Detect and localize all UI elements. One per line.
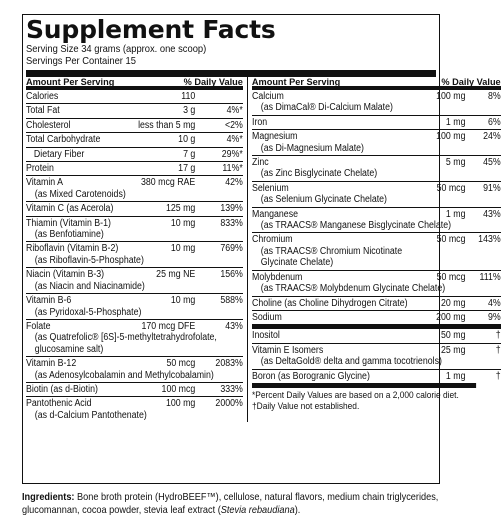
nutrient-row (26, 90, 243, 103)
nutrient-main-line (26, 243, 243, 254)
nutrient-main-line (26, 269, 243, 280)
nutrient-daily-value: 4%* (226, 105, 243, 117)
nutrient-name: Inositol (251, 330, 280, 342)
nutrient-main-line (26, 384, 243, 395)
nutrient-source: (as Di-Magnesium Malate) (260, 142, 364, 154)
nutrient-main-line (26, 358, 243, 369)
nutrient-main-line (26, 105, 243, 116)
nutrient-daily-value: 9% (487, 311, 501, 323)
nutrient-row (252, 90, 501, 115)
nutrient-row (26, 382, 243, 396)
footnote-daily-value: *Percent Daily Values are based on a 2,000 calorie diet. (251, 389, 459, 400)
nutrient-row (26, 356, 243, 382)
nutrient-source: (as d-Calcium Pantothenate) (34, 409, 147, 421)
nutrient-amount: 1 mg (445, 370, 466, 382)
nutrient-daily-value: 6% (487, 116, 501, 128)
nutrient-name: Iron (251, 116, 268, 128)
nutrient-daily-value: 588% (220, 295, 243, 307)
nutrient-main-line (252, 117, 501, 128)
nutrient-main-line (252, 272, 501, 283)
daily-value-heading: % Daily Value (183, 76, 243, 87)
left-column (26, 77, 248, 422)
nutrient-amount: 380 mcg RAE (141, 177, 196, 189)
nutrient-daily-value (202, 91, 242, 102)
ingredients-text-2: glucomannan, cocoa powder, stevia leaf extract ( (22, 505, 221, 516)
nutrient-row (26, 396, 243, 422)
nutrient-daily-value: 143% (478, 234, 501, 246)
nutrient-amount: 1 mg (445, 208, 466, 220)
nutrient-amount: 10 g (178, 134, 196, 146)
nutrient-name: Cholesterol (26, 119, 71, 131)
nutrient-daily-value: 45% (482, 157, 501, 169)
nutrient-row (252, 324, 501, 342)
nutrient-row (26, 147, 243, 161)
nutrient-main-line (26, 177, 243, 188)
nutrient-main-line (26, 218, 243, 229)
nutrient-row (26, 241, 243, 267)
nutrient-daily-value: 769% (220, 243, 243, 255)
nutrient-name: Vitamin E Isomers (251, 344, 324, 356)
nutrient-source: Glycinate Chelate) (260, 257, 334, 269)
nutrient-amount: 10 mg (170, 295, 196, 307)
nutrient-name: Selenium (251, 182, 289, 194)
nutrient-amount: 50 mcg (436, 271, 466, 283)
amount-per-serving-heading: Amount Per Serving (251, 76, 341, 87)
nutrient-source: (as Quatrefolic® [6S]-5-methyltetrahydrofolate, (34, 332, 217, 344)
nutrient-main-line (252, 298, 501, 309)
nutrient-name: Vitamin B-6 (26, 295, 72, 307)
nutrient-name: Total Fat (26, 105, 60, 117)
nutrient-daily-value: 43% (482, 208, 501, 220)
nutrient-source: (as Mixed Carotenoids) (34, 188, 126, 200)
nutrient-main-line (26, 321, 243, 332)
nutrient-amount: 10 mg (170, 243, 196, 255)
ingredients-text-1: Bone broth protein (HydroBEEF™), cellulose, natural flavors, medium chain triglycerides, (74, 492, 439, 503)
right-nutrient-list (252, 90, 501, 383)
supplement-facts-panel (22, 14, 501, 484)
nutrient-row (26, 175, 243, 201)
nutrient-name: Thiamin (Vitamin B-1) (26, 217, 111, 229)
nutrient-main-line (26, 295, 243, 306)
nutrient-amount: 25 mg (440, 344, 466, 356)
nutrient-source: (as Zinc Bisglycinate Chelate) (260, 168, 378, 180)
nutrient-columns (26, 76, 501, 422)
nutrient-row (26, 267, 243, 293)
nutrient-daily-value: 333% (220, 383, 243, 395)
nutrient-source: (as Niacin and Niacinamide) (34, 280, 145, 292)
nutrient-name: Niacin (Vitamin B-3) (26, 269, 105, 281)
nutrient-name: Dietary Fiber (33, 148, 85, 160)
nutrient-main-line (252, 371, 501, 382)
nutrient-name: Riboflavin (Vitamin B-2) (26, 243, 119, 255)
nutrient-daily-value: 833% (220, 217, 243, 229)
nutrient-main-line (252, 330, 501, 341)
nutrient-source: (as Riboflavin-5-Phosphate) (34, 254, 144, 266)
nutrient-main-line (252, 157, 501, 168)
column-header (26, 77, 243, 90)
nutrient-name: Chromium (251, 234, 293, 246)
nutrient-name: Magnesium (251, 131, 298, 143)
nutrient-daily-value: 2083% (215, 358, 243, 370)
nutrient-amount: 100 mcg (161, 383, 196, 395)
nutrient-amount: 10 mg (170, 217, 196, 229)
nutrient-amount: 7 g (183, 148, 196, 160)
nutrient-row (26, 132, 243, 146)
daily-value-heading: % Daily Value (441, 76, 501, 87)
nutrient-source: glucosamine salt) (34, 343, 104, 355)
nutrient-row (26, 216, 243, 242)
nutrient-amount: 200 mg (436, 311, 466, 323)
nutrient-row (252, 310, 501, 324)
ingredients-latin-name: Stevia rebaudiana (220, 505, 295, 516)
nutrient-source: (as TRAACS® Manganese Bisglycinate Chelate) (260, 220, 451, 232)
nutrient-row (252, 232, 501, 269)
nutrient-name: Boron (as Borogranic Glycine) (251, 370, 370, 382)
nutrient-daily-value: 8% (487, 91, 501, 102)
nutrient-row (252, 270, 501, 296)
nutrient-daily-value: 139% (220, 203, 243, 215)
nutrient-main-line (252, 209, 501, 220)
nutrient-amount: less than 5 mg (138, 119, 196, 131)
nutrient-daily-value: 2000% (215, 398, 243, 410)
nutrient-amount: 50 mcg (436, 234, 466, 246)
nutrient-name: Molybdenum (251, 271, 303, 283)
nutrient-main-line (252, 131, 501, 142)
nutrient-daily-value: † (495, 330, 501, 342)
nutrient-row (26, 118, 243, 132)
nutrient-source: (as TRAACS® Chromium Nicotinate (260, 245, 403, 257)
nutrient-daily-value: 29%* (221, 148, 243, 160)
nutrient-main-line (252, 312, 501, 323)
nutrient-daily-value: † (495, 344, 501, 356)
right-column (248, 77, 501, 413)
nutrient-name: Calcium (251, 91, 284, 102)
nutrient-name: Sodium (251, 311, 282, 323)
nutrient-main-line (26, 91, 243, 102)
panel-title: Supplement Facts (26, 15, 276, 44)
nutrient-main-line (26, 134, 243, 145)
servings-per-container: Servings Per Container 15 (26, 56, 136, 67)
column-header (252, 77, 501, 90)
nutrient-source: (as DeltaGold® delta and gamma tocotrienols) (260, 356, 442, 368)
nutrient-name: Zinc (251, 157, 269, 169)
nutrient-amount: 1 mg (445, 116, 466, 128)
nutrient-name: Biotin (as d-Biotin) (26, 383, 98, 395)
nutrient-source: (as Benfotiamine) (34, 229, 104, 241)
nutrient-row (252, 296, 501, 310)
nutrient-name: Pantothenic Acid (26, 398, 92, 410)
nutrient-source: (as Selenium Glycinate Chelate) (260, 194, 387, 206)
nutrient-daily-value: 4%* (226, 134, 243, 146)
nutrient-row (252, 155, 501, 181)
nutrient-main-line (252, 234, 501, 245)
nutrient-row (26, 161, 243, 175)
ingredients-text-end: ). (294, 505, 301, 516)
nutrient-amount: 50 mcg (166, 358, 196, 370)
amount-per-serving-heading: Amount Per Serving (26, 76, 115, 87)
nutrient-amount: 5 mg (445, 157, 466, 169)
nutrient-amount: 3 g (183, 105, 196, 117)
nutrient-name: Protein (26, 163, 54, 175)
nutrient-row (26, 319, 243, 356)
nutrient-amount: 170 mcg DFE (141, 320, 196, 332)
footnotes (252, 383, 476, 413)
nutrient-name: Folate (26, 320, 51, 332)
footnote-not-established: †Daily Value not established. (251, 401, 360, 412)
nutrient-main-line (26, 398, 243, 409)
nutrient-source: (as TRAACS® Molybdenum Glycinate Chelate) (260, 283, 446, 295)
nutrient-main-line (252, 183, 501, 194)
nutrient-amount: 50 mg (440, 330, 466, 342)
left-nutrient-list (26, 90, 243, 422)
nutrient-amount: 100 mg (436, 131, 466, 143)
nutrient-source: (as DimaCal® Di-Calcium Malate) (260, 102, 393, 114)
nutrient-row (252, 129, 501, 155)
nutrient-name: Total Carbohydrate (26, 134, 101, 146)
nutrient-amount: 100 mg (165, 398, 196, 410)
nutrient-main-line (26, 163, 243, 174)
nutrient-main-line (26, 203, 243, 214)
nutrient-row (252, 115, 501, 129)
nutrient-amount: 110 (181, 91, 196, 102)
nutrient-name: Choline (as Choline Dihydrogen Citrate) (251, 297, 408, 309)
nutrient-daily-value: <2% (224, 119, 243, 131)
ingredients-statement (22, 491, 452, 517)
nutrient-main-line (26, 120, 243, 131)
nutrient-amount: 17 g (178, 163, 196, 175)
nutrient-amount: 20 mg (440, 297, 466, 309)
nutrient-daily-value: 24% (482, 131, 501, 143)
serving-size: Serving Size 34 grams (approx. one scoop) (26, 44, 207, 55)
nutrient-row (252, 181, 501, 207)
nutrient-source: (as Pyridoxal-5-Phosphate) (34, 306, 142, 318)
nutrient-main-line (252, 91, 501, 102)
nutrient-row (252, 343, 501, 369)
nutrient-main-line (252, 345, 501, 356)
nutrient-row (26, 293, 243, 319)
nutrient-amount: 50 mcg (436, 182, 466, 194)
nutrient-main-line (26, 149, 243, 160)
nutrient-daily-value: 42% (225, 177, 243, 189)
nutrient-name: Calories (26, 91, 59, 102)
nutrient-name: Vitamin B-12 (26, 358, 77, 370)
nutrient-amount: 25 mg NE (156, 269, 196, 281)
nutrient-row (252, 207, 501, 233)
nutrient-daily-value: 11%* (222, 163, 243, 175)
nutrient-daily-value: 111% (479, 271, 501, 283)
nutrient-daily-value: 4% (487, 297, 501, 309)
nutrient-row (252, 369, 501, 383)
ingredients-label: Ingredients: (22, 492, 75, 503)
nutrient-daily-value: 156% (220, 269, 243, 281)
nutrient-name: Vitamin A (26, 177, 64, 189)
nutrient-row (26, 201, 243, 215)
nutrient-daily-value: 43% (225, 320, 243, 332)
nutrient-amount: 125 mg (165, 203, 196, 215)
nutrient-row (26, 103, 243, 117)
nutrient-name: Vitamin C (as Acerola) (26, 203, 114, 215)
nutrient-daily-value: 91% (482, 182, 501, 194)
nutrient-daily-value: † (495, 370, 501, 382)
nutrient-source: (as Adenosylcobalamin and Methylcobalamin) (34, 369, 214, 381)
nutrient-name: Manganese (251, 208, 298, 220)
nutrient-amount: 100 mg (436, 91, 466, 102)
